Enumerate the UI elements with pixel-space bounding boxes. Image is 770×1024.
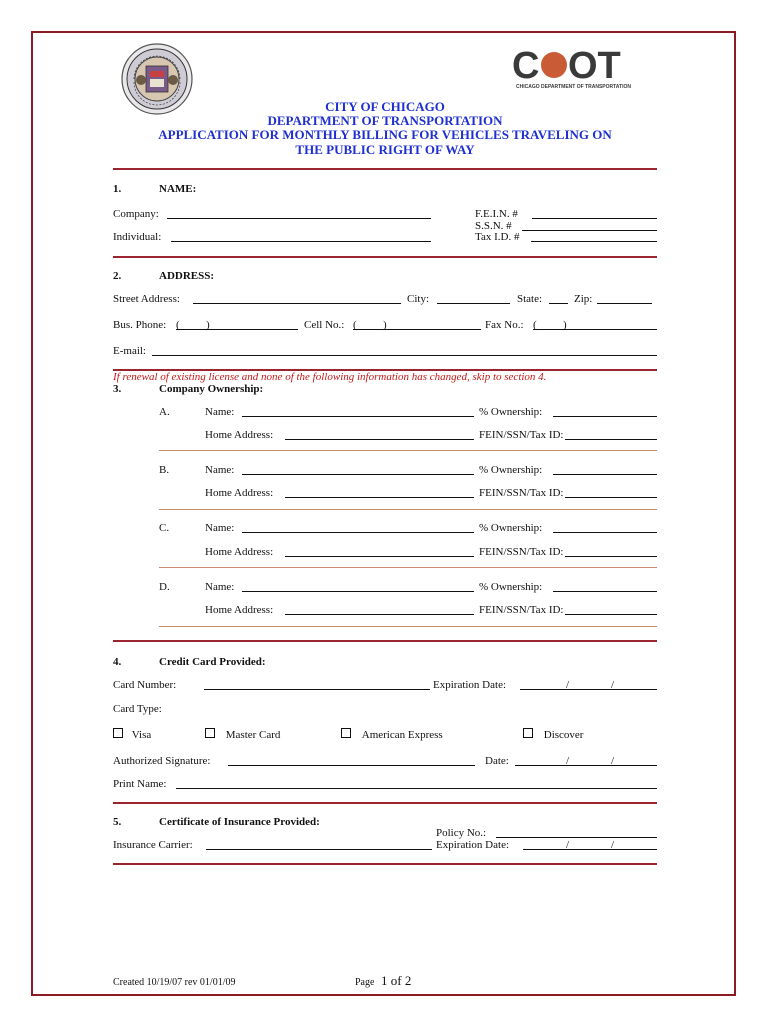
svg-text:OT: OT: [568, 45, 621, 87]
form-title-line4: THE PUBLIC RIGHT OF WAY: [295, 142, 475, 157]
fax-label: Fax No.:: [485, 319, 524, 331]
owner-name-label: Name:: [205, 464, 235, 476]
section2-heading: ADDRESS:: [159, 270, 215, 282]
insurance-expiration-field[interactable]: [523, 849, 657, 850]
individual-field[interactable]: [171, 241, 431, 242]
owner-letter: B.: [159, 464, 170, 476]
ownership-label: % Ownership:: [479, 522, 543, 534]
owner-name-field[interactable]: [242, 474, 474, 475]
owner-name-label: Name:: [205, 522, 235, 534]
home-address-label: Home Address:: [205, 487, 274, 499]
form-title-line1: CITY OF CHICAGO: [325, 99, 445, 114]
owner-letter: D.: [159, 581, 170, 593]
section1-heading: NAME:: [159, 183, 197, 195]
divider: [113, 802, 657, 804]
home-address-field[interactable]: [285, 614, 474, 615]
date-slash: /: [611, 839, 615, 851]
home-address-field[interactable]: [285, 439, 474, 440]
street-address-label: Street Address:: [113, 293, 180, 305]
carrier-field[interactable]: [206, 849, 432, 850]
section4-heading: Credit Card Provided:: [159, 656, 266, 668]
paren-open: (: [533, 319, 537, 331]
owner-fein-label: FEIN/SSN/Tax ID:: [479, 604, 564, 616]
visa-option[interactable]: [113, 728, 151, 741]
home-address-label: Home Address:: [205, 604, 274, 616]
mastercard-checkbox[interactable]: [205, 728, 215, 738]
owner-fein-field[interactable]: [565, 439, 657, 440]
mastercard-option[interactable]: [205, 728, 280, 741]
bus-phone-label: Bus. Phone:: [113, 319, 167, 331]
home-address-label: Home Address:: [205, 546, 274, 558]
owner-divider: [159, 626, 657, 627]
paren-close: ): [383, 319, 387, 331]
section3-number: 3.: [113, 383, 122, 395]
svg-text:CHICAGO DEPARTMENT OF TRANSPOR: CHICAGO DEPARTMENT OF TRANSPORTATION: [516, 84, 631, 90]
ownership-label: % Ownership:: [479, 581, 543, 593]
date-slash: /: [566, 755, 570, 767]
state-field[interactable]: [549, 303, 568, 304]
discover-checkbox[interactable]: [523, 728, 533, 738]
cell-label: Cell No.:: [304, 319, 345, 331]
owner-name-field[interactable]: [242, 416, 474, 417]
owner-fein-field[interactable]: [565, 497, 657, 498]
policy-field[interactable]: [496, 837, 657, 838]
signature-label: Authorized Signature:: [113, 755, 211, 767]
zip-label: Zip:: [574, 293, 593, 305]
divider: [113, 256, 657, 258]
renewal-note: If renewal of existing license and none of the following information has changed, skip to section 4.: [113, 371, 547, 383]
zip-field[interactable]: [597, 303, 652, 304]
section2-number: 2.: [113, 270, 122, 282]
company-field[interactable]: [167, 218, 431, 219]
ownership-field[interactable]: [553, 474, 657, 475]
date-slash: /: [566, 839, 570, 851]
individual-label: Individual:: [113, 231, 162, 243]
city-field[interactable]: [437, 303, 510, 304]
insurance-expiration-label: Expiration Date:: [436, 839, 510, 851]
ownership-label: % Ownership:: [479, 406, 543, 418]
visa-label: Visa: [131, 729, 152, 741]
home-address-field[interactable]: [285, 497, 474, 498]
owner-fein-label: FEIN/SSN/Tax ID:: [479, 429, 564, 441]
print-name-field[interactable]: [176, 788, 657, 789]
taxid-label: Tax I.D. #: [475, 231, 520, 243]
owner-letter: A.: [159, 406, 170, 418]
fein-label: F.E.I.N. #: [475, 208, 518, 220]
bus-phone-field[interactable]: [176, 329, 298, 330]
mastercard-label: Master Card: [225, 729, 281, 741]
section1-number: 1.: [113, 183, 122, 195]
amex-option[interactable]: [341, 728, 443, 741]
divider: [113, 640, 657, 642]
taxid-field[interactable]: [531, 241, 657, 242]
owner-divider: [159, 567, 657, 568]
form-title-line2: DEPARTMENT OF TRANSPORTATION: [267, 113, 503, 128]
created-date: Created 10/19/07 rev 01/01/09: [113, 977, 236, 988]
ownership-field[interactable]: [553, 416, 657, 417]
page-border: [31, 31, 736, 996]
section3-heading: Company Ownership:: [159, 383, 264, 395]
fein-field[interactable]: [532, 218, 657, 219]
expiration-field[interactable]: [520, 689, 657, 690]
amex-checkbox[interactable]: [341, 728, 351, 738]
signature-field[interactable]: [228, 765, 475, 766]
owner-name-field[interactable]: [242, 591, 474, 592]
state-label: State:: [517, 293, 543, 305]
paren-open: (: [353, 319, 357, 331]
card-number-field[interactable]: [204, 689, 430, 690]
policy-label: Policy No.:: [436, 827, 487, 839]
form-title-line3: APPLICATION FOR MONTHLY BILLING FOR VEHICLES TRAVELING ON: [158, 127, 612, 142]
paren-close: ): [206, 319, 210, 331]
signature-date-field[interactable]: [515, 765, 657, 766]
page-number: 1 of 2: [381, 973, 412, 988]
amex-label: American Express: [361, 729, 443, 741]
city-label: City:: [407, 293, 430, 305]
svg-text:C: C: [512, 45, 540, 87]
carrier-label: Insurance Carrier:: [113, 839, 193, 851]
ownership-field[interactable]: [553, 591, 657, 592]
card-type-label: Card Type:: [113, 703, 162, 715]
owner-fein-field[interactable]: [565, 556, 657, 557]
owner-fein-label: FEIN/SSN/Tax ID:: [479, 487, 564, 499]
email-field[interactable]: [152, 355, 657, 356]
print-name-label: Print Name:: [113, 778, 167, 790]
owner-name-label: Name:: [205, 581, 235, 593]
discover-option[interactable]: [523, 728, 583, 741]
section5-heading: Certificate of Insurance Provided:: [159, 816, 320, 828]
owner-divider: [159, 509, 657, 510]
company-label: Company:: [113, 208, 159, 220]
paren-close: ): [563, 319, 567, 331]
cdot-logo: [510, 45, 650, 91]
divider: [113, 168, 657, 170]
owner-name-field[interactable]: [242, 532, 474, 533]
section5-number: 5.: [113, 816, 122, 828]
divider: [113, 863, 657, 865]
owner-fein-label: FEIN/SSN/Tax ID:: [479, 546, 564, 558]
owner-letter: C.: [159, 522, 170, 534]
page-label: Page: [355, 977, 375, 988]
visa-checkbox[interactable]: [113, 728, 123, 738]
date-slash: /: [611, 755, 615, 767]
card-number-label: Card Number:: [113, 679, 177, 691]
expiration-label: Expiration Date:: [433, 679, 507, 691]
ssn-label: S.S.N. #: [475, 220, 512, 232]
ownership-label: % Ownership:: [479, 464, 543, 476]
owner-divider: [159, 450, 657, 451]
cell-field[interactable]: [353, 329, 481, 330]
signature-date-label: Date:: [485, 755, 509, 767]
discover-label: Discover: [543, 729, 584, 741]
home-address-field[interactable]: [285, 556, 474, 557]
street-address-field[interactable]: [193, 303, 401, 304]
ownership-field[interactable]: [553, 532, 657, 533]
home-address-label: Home Address:: [205, 429, 274, 441]
date-slash: /: [611, 679, 615, 691]
owner-name-label: Name:: [205, 406, 235, 418]
ssn-field[interactable]: [522, 230, 657, 231]
section4-number: 4.: [113, 656, 122, 668]
owner-fein-field[interactable]: [565, 614, 657, 615]
paren-open: (: [176, 319, 180, 331]
email-label: E-mail:: [113, 345, 146, 357]
date-slash: /: [566, 679, 570, 691]
fax-field[interactable]: [533, 329, 657, 330]
